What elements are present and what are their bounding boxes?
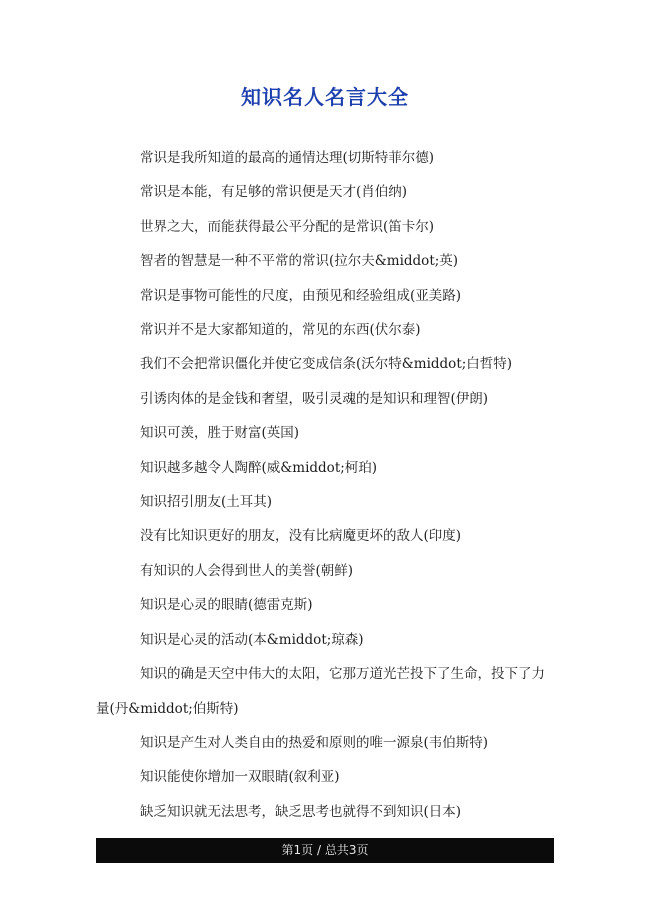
quote-line: 常识并不是大家都知道的，常见的东西(伏尔泰): [140, 322, 421, 339]
quote-line: 知识的确是天空中伟大的太阳，它那万道光芒投下了生命，投下了力量(丹&middot;伯斯特): [96, 666, 545, 717]
quote-line: 没有比知识更好的朋友，没有比病魔更坏的敌人(印度): [140, 528, 462, 545]
quote-line: 我们不会把常识僵化并使它变成信条(沃尔特&middot;白哲特): [140, 356, 513, 373]
quote-line: 有知识的人会得到世人的美誉(朝鲜): [140, 562, 354, 579]
document-title: 知识名人名言大全: [241, 85, 409, 109]
quote-line: 知识可羡，胜于财富(英国): [140, 425, 300, 442]
quote-line: 常识是本能，有足够的常识便是天才(肖伯纳): [140, 184, 408, 201]
quote-line: 知识能使你增加一双眼睛(叙利亚): [140, 769, 340, 786]
quote-line: 常识是我所知道的最高的通情达理(切斯特菲尔德): [140, 150, 435, 166]
page-indicator-bar: [96, 838, 554, 863]
quote-line: 知识是心灵的活动(本&middot;琼森): [140, 631, 364, 648]
quote-list: [96, 141, 556, 829]
quote-line: 知识招引朋友(土耳其): [140, 494, 273, 511]
quote-line: 世界之大，而能获得最公平分配的是常识(笛卡尔): [140, 218, 435, 235]
quote-line: 常识是事物可能性的尺度，由预见和经验组成(亚美路): [140, 287, 462, 304]
page-indicator: 第1页 / 总共3页: [281, 843, 369, 857]
quote-line: 知识越多越令人陶醉(威&middot;柯珀): [140, 459, 378, 476]
quote-line: 缺乏知识就无法思考，缺乏思考也就得不到知识(日本): [140, 803, 462, 820]
quote-line: 知识是心灵的眼睛(德雷克斯): [140, 597, 313, 614]
quote-line: 引诱肉体的是金钱和奢望，吸引灵魂的是知识和理智(伊朗): [140, 390, 489, 407]
quote-line: 智者的智慧是一种不平常的常识(拉尔夫&middot;英): [140, 253, 459, 270]
quote-line: 知识是产生对人类自由的热爱和原则的唯一源泉(韦伯斯特): [140, 734, 489, 751]
